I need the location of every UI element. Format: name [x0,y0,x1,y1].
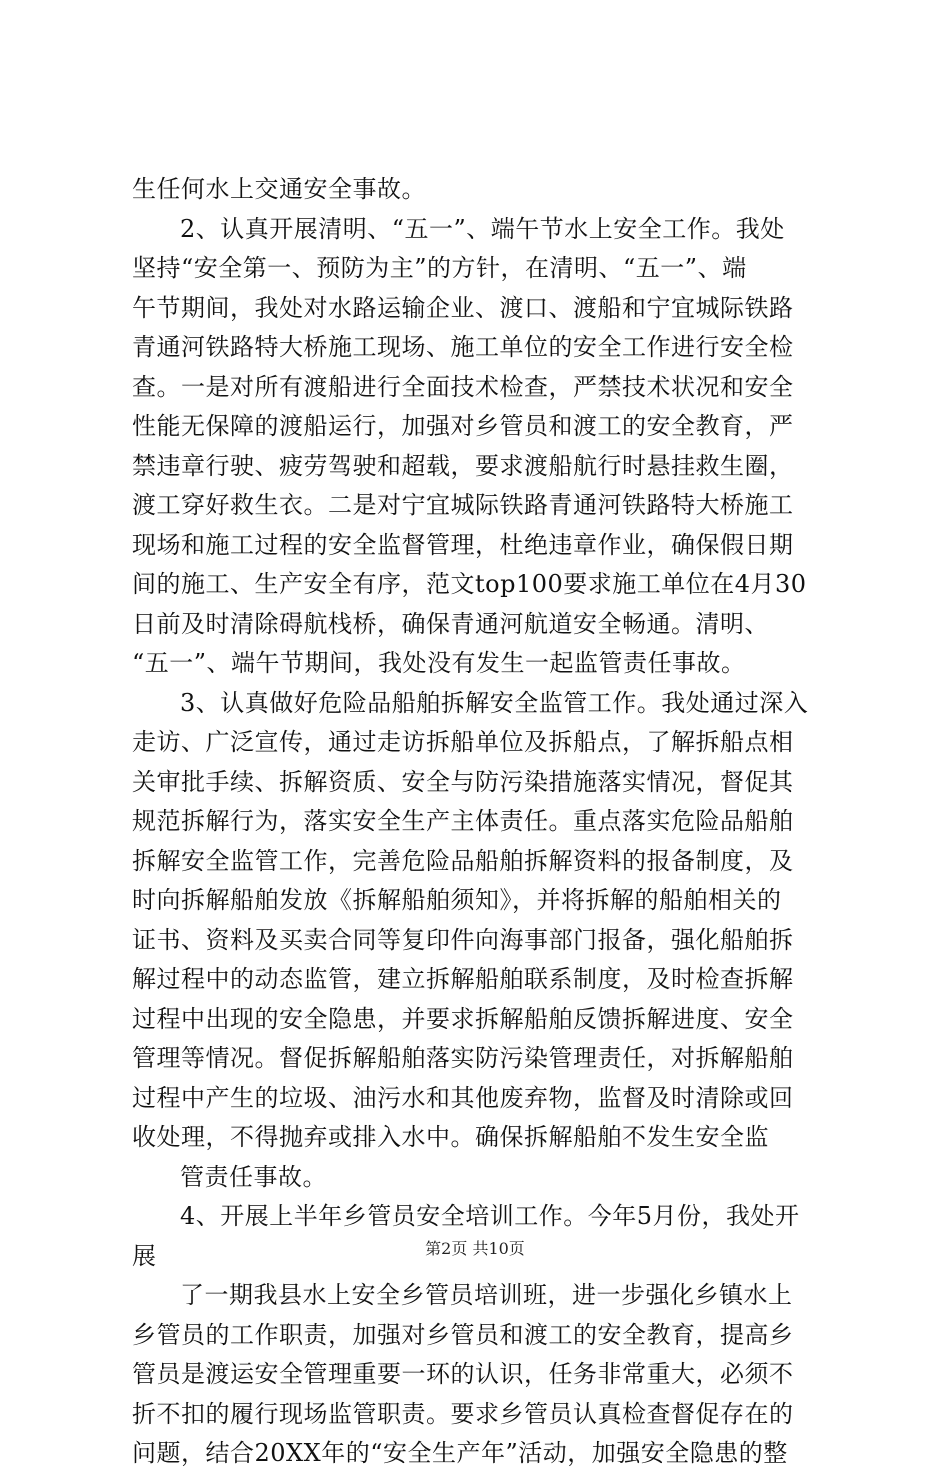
text-line: 生任何水上交通安全事故。 [132,175,426,203]
page-footer [0,1239,950,1259]
text-line: 3、认真做好危险品船舶拆解安全监管工作。我处通过深入 [180,688,809,717]
text-line: 渡工穿好救生衣。二是对宁宜城际铁路青通河铁路特大桥施工 [132,491,794,519]
text-line: 禁违章行驶、疲劳驾驶和超载，要求渡船航行时悬挂救生圈， [132,451,794,480]
text-line: 现场和施工过程的安全监督管理，杜绝违章作业，确保假日期 [132,530,794,559]
text-line: 关审批手续、拆解资质、安全与防污染措施落实情况，督促其 [132,767,794,796]
text-line: 查。一是对所有渡船进行全面技术检查，严禁技术状况和安全 [132,372,794,401]
text-line: 展 [132,1241,157,1270]
text-line: 时向拆解船舶发放《拆解船舶须知》，并将拆解的船舶相关的 [132,886,782,914]
text-line: 管责任事故。 [180,1162,327,1191]
text-line: 过程中出现的安全隐患，并要求拆解船舶反馈拆解进度、安全 [132,1004,794,1033]
text-line: 了一期我县水上安全乡管员培训班，进一步强化乡镇水上 [180,1281,793,1309]
text-line: 间的施工、生产安全有序，范文top100要求施工单位在4月30 [132,570,807,598]
text-line: 午节期间，我处对水路运输企业、渡口、渡船和宁宜城际铁路 [132,293,794,322]
text-line: 折不扣的履行现场监管职责。要求乡管员认真检查督促存在的 [132,1399,794,1428]
text-line: 问题，结合20XX年的“安全生产年”活动，加强安全隐患的整 [132,1439,788,1467]
page-number: 第2页 共10页 [425,1239,525,1258]
text-line: 4、开展上半年乡管员安全培训工作。今年5月份，我处开 [180,1202,800,1230]
text-line: 收处理，不得抛弃或排入水中。确保拆解船舶不发生安全监 [132,1123,769,1151]
text-line: 管理等情况。督促拆解船舶落实防污染管理责任，对拆解船舶 [132,1044,794,1072]
text-line: 走访、广泛宣传，通过走访拆船单位及拆船点，了解拆船点相 [132,728,794,756]
text-line: 性能无保障的渡船运行，加强对乡管员和渡工的安全教育，严 [132,412,794,440]
text-line: 乡管员的工作职责，加强对乡管员和渡工的安全教育，提高乡 [132,1320,794,1349]
text-line: 证书、资料及买卖合同等复印件向海事部门报备，强化船舶拆 [132,925,794,954]
text-line: 拆解安全监管工作，完善危险品船舶拆解资料的报备制度，及 [132,846,794,875]
text-line: 日前及时清除碍航栈桥，确保青通河航道安全畅通。清明、 [132,609,769,638]
text-line: 解过程中的动态监管，建立拆解船舶联系制度，及时检查拆解 [132,965,794,993]
body-text [132,170,837,1474]
text-line: 青通河铁路特大桥施工现场、施工单位的安全工作进行安全检 [132,333,794,361]
text-line: 坚持“安全第一、预防为主”的方针，在清明、“五一”、端 [132,254,747,282]
text-line: “五一”、端午节期间，我处没有发生一起监管责任事故。 [132,649,746,677]
text-line: 规范拆解行为，落实安全生产主体责任。重点落实危险品船舶 [132,807,794,835]
text-line: 管员是渡运安全管理重要一环的认识，任务非常重大，必须不 [132,1360,794,1388]
text-line: 2、认真开展清明、“五一”、端午节水上安全工作。我处 [180,214,785,243]
text-line: 过程中产生的垃圾、油污水和其他废弃物，监督及时清除或回 [132,1083,794,1112]
